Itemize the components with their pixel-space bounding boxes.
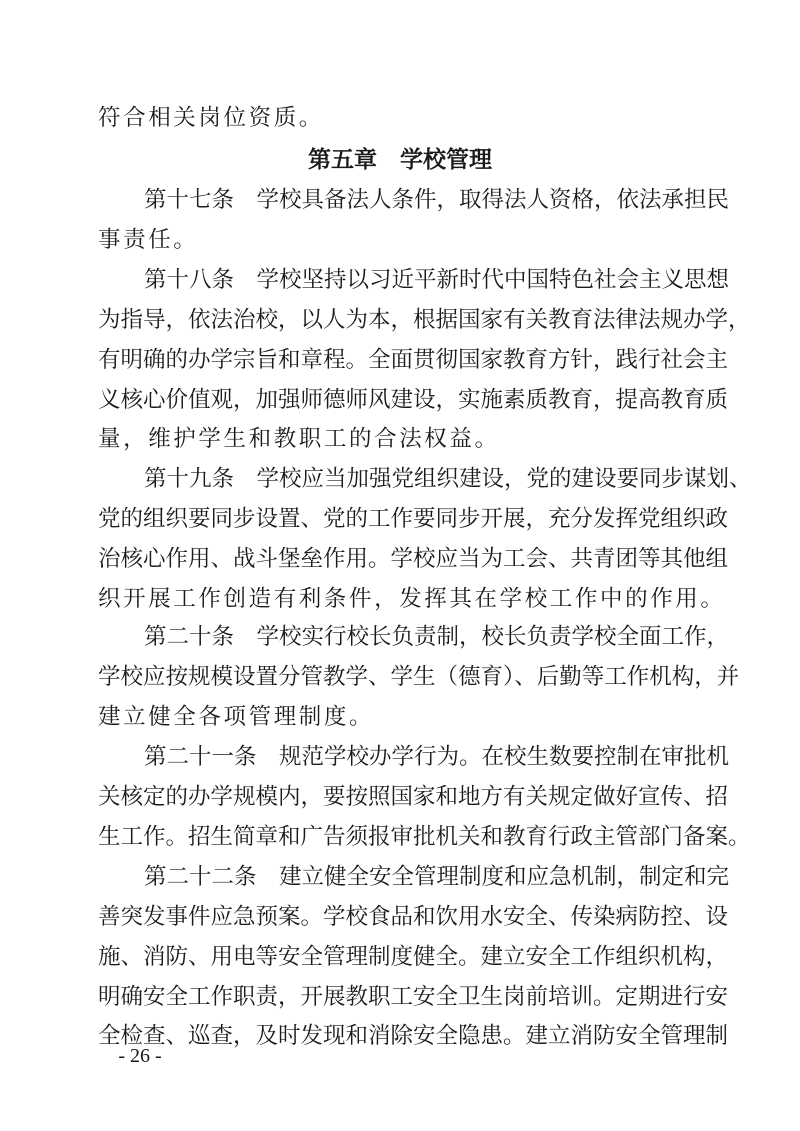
text-line: 善突发事件应急预案。学校食品和饮用水安全、传染病防控、设 (98, 904, 729, 930)
article-21-line: 第二十一条 规范学校办学行为。在校生数要控制在审批机 (144, 744, 730, 770)
article-18-line: 第十八条 学校坚持以习近平新时代中国特色社会主义思想 (144, 267, 730, 293)
text-line: 党的组织要同步设置、党的工作要同步开展，充分发挥党组织政 (98, 506, 729, 532)
chapter-heading: 第五章 学校管理 (308, 147, 492, 173)
text-line: 织开展工作创造有利条件，发挥其在学校工作中的作用。 (98, 586, 726, 612)
text-line: 有明确的办学宗旨和章程。全面贯彻国家教育方针，践行社会主 (98, 347, 729, 373)
text-line: 关核定的办学规模内，要按照国家和地方有关规定做好宣传、招 (98, 784, 729, 810)
page-number: - 26 - (118, 1045, 162, 1067)
text-line: 学校应按规模设置分管教学、学生（德育）、后勤等工作机构，并 (98, 664, 740, 690)
text-line: 为指导，依法治校，以人为本，根据国家有关教育法律法规办学， (98, 307, 751, 333)
article-20-line: 第二十条 学校实行校长负责制，校长负责学校全面工作， (144, 624, 730, 650)
text-line: 明确安全工作职责，开展教职工安全卫生岗前培训。定期进行安 (98, 984, 729, 1010)
article-17-line: 第十七条 学校具备法人条件，取得法人资格，依法承担民 (144, 187, 730, 213)
text-line: 施、消防、用电等安全管理制度健全。建立安全工作组织机构， (98, 944, 729, 970)
text-line: 义核心价值观，加强师德师风建设，实施素质教育，提高教育质 (98, 387, 729, 413)
text-line: 全检查、巡查，及时发现和消除安全隐患。建立消防安全管理制 (98, 1023, 729, 1049)
text-line: 生工作。招生简章和广告须报审批机关和教育行政主管部门备案。 (98, 824, 751, 850)
text-line: 量，维护学生和教职工的合法权益。 (98, 426, 500, 452)
text-line: 建立健全各项管理制度。 (98, 704, 375, 730)
text-line: 事责任。 (98, 227, 199, 253)
text-line: 符合相关岗位资质。 (98, 105, 324, 131)
article-19-line: 第十九条 学校应当加强党组织建设，党的建设要同步谋划、 (144, 466, 752, 492)
article-22-line: 第二十二条 建立健全安全管理制度和应急机制，制定和完 (144, 864, 730, 890)
text-line: 治核心作用、战斗堡垒作用。学校应当为工会、共青团等其他组 (98, 546, 729, 572)
